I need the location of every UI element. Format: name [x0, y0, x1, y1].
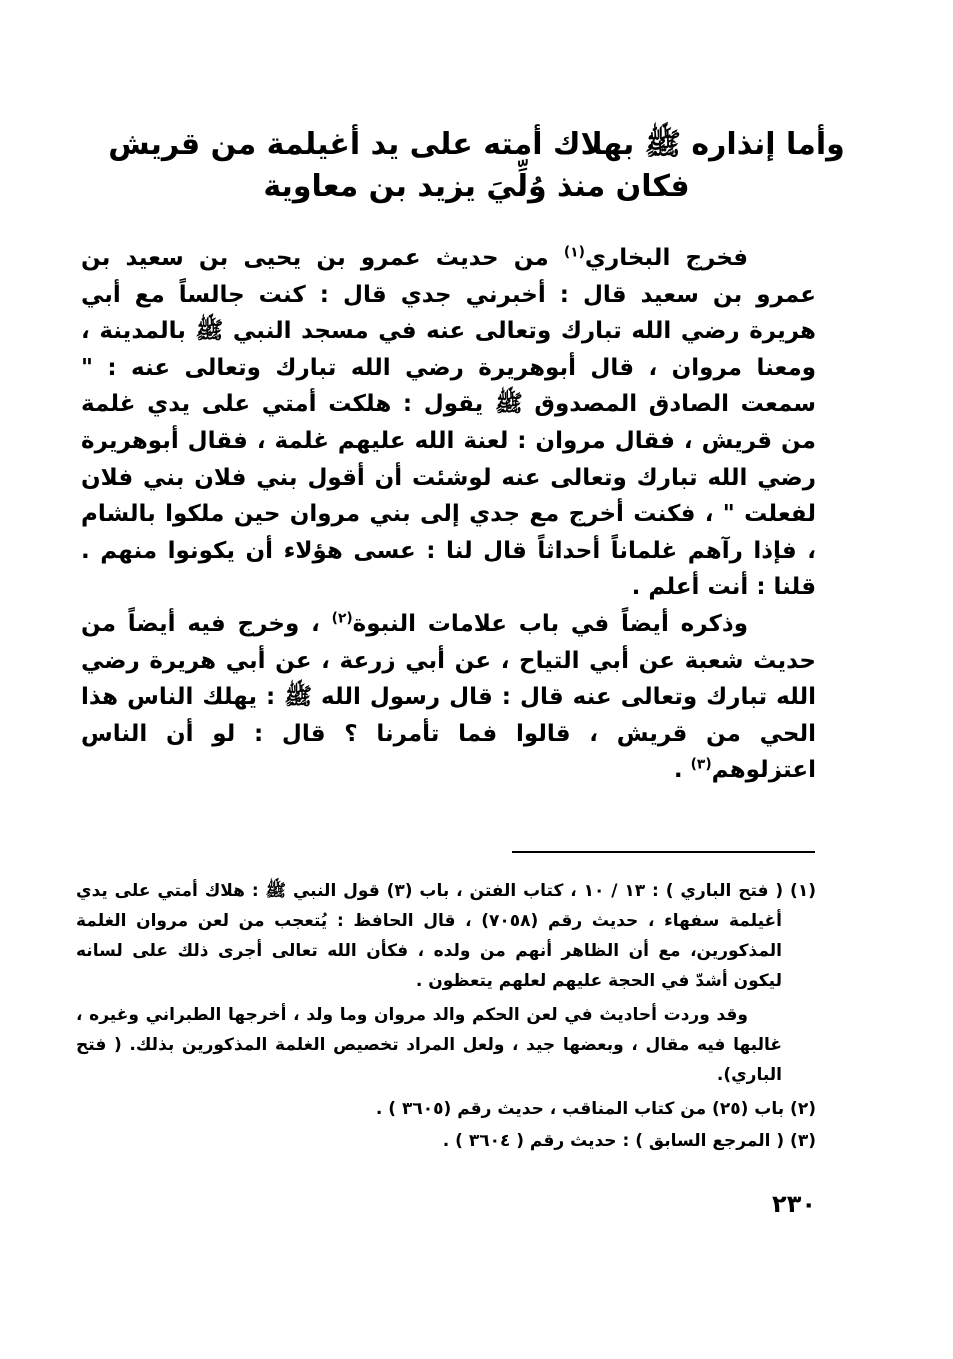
paragraph-1-text: من حديث عمرو بن يحيى بن سعيد بن عمرو بن سعيد قال : أخبرني جدي قال : كنت جالساً مع أبي هريرة رضي الله تبارك وتعالى عنه في مسجد النبي ﷺ بالمدينة ، ومعنا مروان ، قال أبوهريرة رضي الله تبارك وتعالى عنه : " سمعت الصادق المصدوق ﷺ يقول : هلكت أمتي على يدي غلمة من قريش ، فقال مروان : لعنة الله عليهم غلمة ، فقال أبوهريرة رضي الله تبارك وتعالى عنه لوشئت أن أقول بني فلان بني فلان لفعلت " ، فكنت أخرج مع جدي إلى بني مروان حين ملكوا بالشام ، فإذا رآهم غلماناً أحداثاً قال لنا : عسى هؤلاء أن يكونوا منهم . قلنا : أنت أعلم . [81, 245, 816, 601]
paragraph-2-text: ، وخرج فيه أيضاً من حديث شعبة عن أبي التياح ، عن أبي زرعة ، عن أبي هريرة رضي الله تبارك وتعالى عنه قال : قال رسول الله ﷺ : يهلك الناس هذا الحي من قريش ، قالوا فما تأمرنا ؟ قال : لو أن الناس اعتزلوهم [81, 610, 816, 784]
paragraph-1 [81, 240, 816, 606]
paragraph-1-start: فخرج البخاري [584, 245, 748, 271]
title-line-2: فكان منذ وُلِّيَ يزيد بن معاوية [263, 169, 690, 204]
paragraph-2-start: وذكره أيضاً في باب علامات النبوة [352, 610, 748, 637]
footnote-3: (٣) ( المرجع السابق ) : حديث رقم ( ٣٦٠٤ ) . [442, 1131, 816, 1151]
main-text [81, 240, 816, 789]
footnotes [76, 876, 816, 1158]
footnote-2: (٢) باب (٢٥) من كتاب المناقب ، حديث رقم (٣٦٠٥ ) . [375, 1099, 816, 1119]
footnote-ref-1: (١) [563, 244, 585, 261]
footnote-ref-3: (٣) [690, 756, 712, 773]
paragraph-2 [81, 606, 816, 789]
paragraph-2-end: . [673, 757, 691, 784]
footnote-separator [512, 851, 815, 853]
title-line-1: وأما إنذاره ﷺ بهلاك أمته على يد أغيلمة من قريش [108, 127, 845, 162]
footnote-1: (١) ( فتح الباري ) : ١٣ / ١٠ ، كتاب الفتن ، باب (٣) قول النبي ﷺ : هلاك أمتي على يدي أغيلمة سفهاء ، حديث رقم (٧٠٥٨) ، قال الحافظ : يُتعجب من لعن مروان الغلمة المذكورين، مع أن الظاهر أنهم من ولده ، فكأن الله تعالى أجرى ذلك على لسانه ليكون أشدّ في الحجة عليهم لعلهم يتعظون . [76, 881, 817, 991]
chapter-title [60, 124, 893, 208]
page-number: ٢٣٠ [772, 1190, 816, 1218]
footnote-1-continued: وقد وردت أحاديث في لعن الحكم والد مروان وما ولد ، أخرجها الطبراني وغيره ، غالبها فيه مقال ، وبعضها جيد ، ولعل المراد تخصيص الغلمة المذكورين بذلك. ( فتح الباري). [76, 1005, 782, 1085]
footnote-ref-2: (٢) [331, 610, 353, 627]
